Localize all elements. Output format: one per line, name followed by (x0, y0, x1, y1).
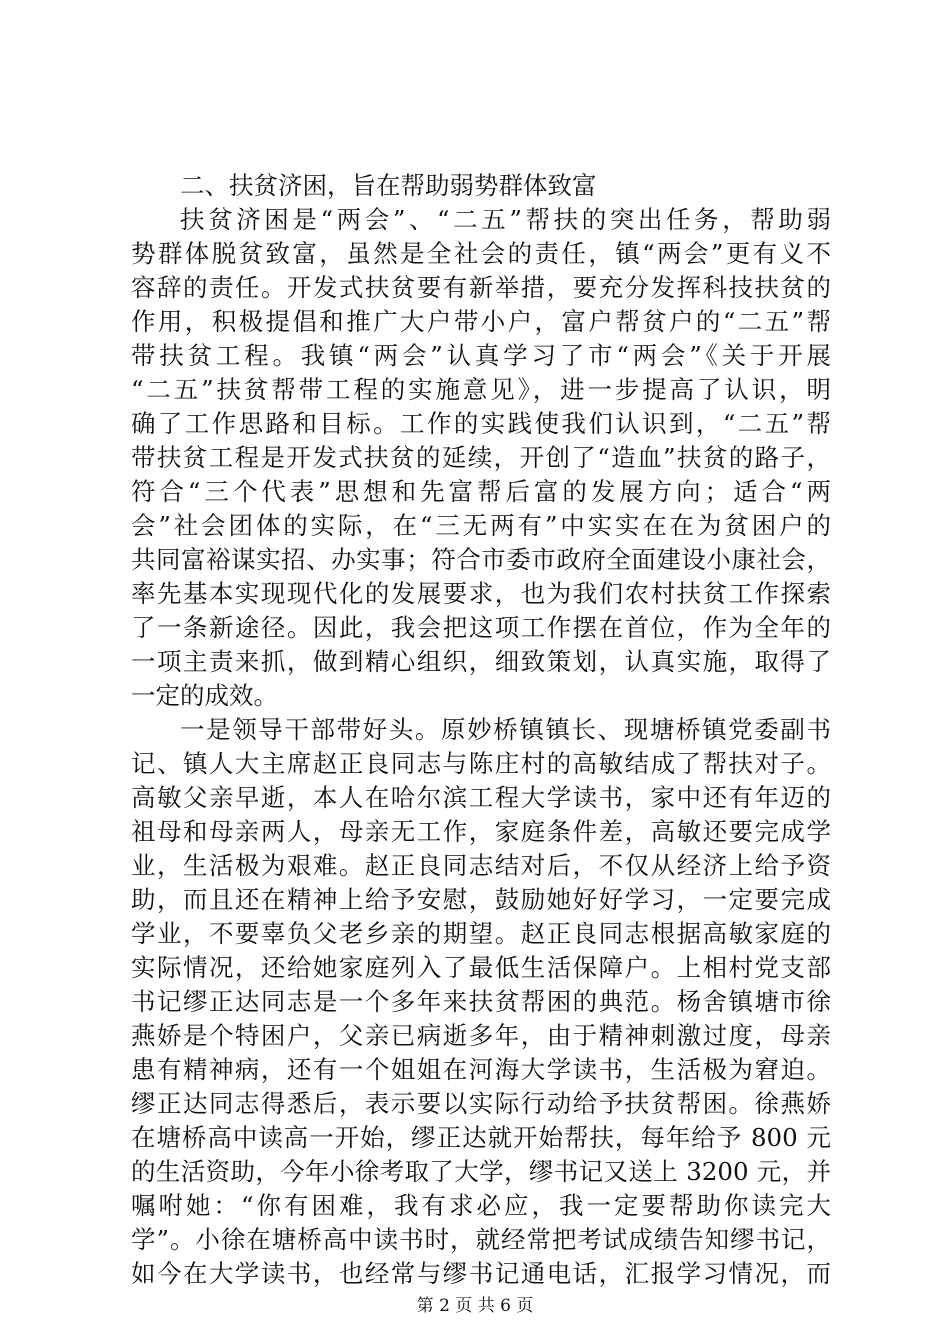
paragraph-line: 业，生活极为艰难。赵正良同志结对后，不仅从经济上给予资 (131, 851, 831, 880)
paragraph-line: 学”。小徐在塘桥高中读书时，就经常把考试成绩告知缪书记， (131, 1225, 831, 1254)
paragraph-line: 确了工作思路和目标。工作的实践使我们认识到，“二五”帮 (131, 409, 831, 438)
paragraph-line: 如今在大学读书，也经常与缪书记通电话，汇报学习情况，而 (131, 1259, 831, 1288)
paragraph-line: 符合“三个代表”思想和先富帮后富的发展方向；适合“两 (131, 477, 831, 506)
paragraph-line: 一项主责来抓，做到精心组织，细致策划，认真实施，取得了 (131, 647, 831, 676)
paragraph-line: 作用，积极提倡和推广大户带小户，富户帮贫户的“二五”帮 (131, 307, 831, 336)
paragraph-line: 扶贫济困是“两会”、“二五”帮扶的突出任务，帮助弱 (180, 205, 831, 234)
paragraph-line: 一定的成效。 (131, 681, 278, 710)
paragraph-line: 在塘桥高中读高一开始，缪正达就开始帮扶，每年给予 800 元 (131, 1123, 831, 1152)
paragraph-line: 会”社会团体的实际，在“三无两有”中实实在在为贫困户的 (131, 511, 831, 540)
page-number-footer: 第 2 页 共 6 页 (416, 1296, 534, 1316)
paragraph-line: 一是领导干部带好头。原妙桥镇镇长、现塘桥镇党委副书 (180, 715, 831, 744)
paragraph-line: 记、镇人大主席赵正良同志与陈庄村的高敏结成了帮扶对子。 (131, 749, 831, 778)
paragraph-line: 的生活资助，今年小徐考取了大学，缪书记又送上 3200 元，并 (131, 1157, 831, 1186)
paragraph-line: 率先基本实现现代化的发展要求，也为我们农村扶贫工作探索 (131, 579, 831, 608)
paragraph-line: 患有精神病，还有一个姐姐在河海大学读书，生活极为窘迫。 (131, 1055, 831, 1084)
paragraph-line: 势群体脱贫致富，虽然是全社会的责任，镇“两会”更有义不 (131, 239, 831, 268)
paragraph-line: 缪正达同志得悉后，表示要以实际行动给予扶贫帮困。徐燕娇 (131, 1089, 831, 1118)
paragraph-line: 了一条新途径。因此，我会把这项工作摆在首位，作为全年的 (131, 613, 831, 642)
section-heading: 二、扶贫济困，旨在帮助弱势群体致富 (180, 171, 597, 200)
paragraph-line: 书记缪正达同志是一个多年来扶贫帮困的典范。杨舍镇塘市徐 (131, 987, 831, 1016)
paragraph-line: 祖母和母亲两人，母亲无工作，家庭条件差，高敏还要完成学 (131, 817, 831, 846)
paragraph-line: 助，而且还在精神上给予安慰，鼓励她好好学习，一定要完成 (131, 885, 831, 914)
paragraph-line: 带扶贫工程。我镇“两会”认真学习了市“两会”《关于开展 (131, 341, 831, 370)
paragraph-line: 实际情况，还给她家庭列入了最低生活保障户。上相村党支部 (131, 953, 831, 982)
paragraph-line: 高敏父亲早逝，本人在哈尔滨工程大学读书，家中还有年迈的 (131, 783, 831, 812)
paragraph-line: 燕娇是个特困户，父亲已病逝多年，由于精神刺激过度，母亲 (131, 1021, 831, 1050)
paragraph-line: 嘱咐她：“你有困难，我有求必应，我一定要帮助你读完大 (131, 1191, 831, 1220)
paragraph-line: “二五”扶贫帮带工程的实施意见》，进一步提高了认识，明 (131, 375, 831, 404)
paragraph-line: 容辞的责任。开发式扶贫要有新举措，要充分发挥科技扶贫的 (131, 273, 831, 302)
paragraph-line: 共同富裕谋实招、办实事；符合市委市政府全面建设小康社会， (131, 545, 831, 574)
paragraph-line: 带扶贫工程是开发式扶贫的延续，开创了“造血”扶贫的路子， (131, 443, 831, 472)
paragraph-line: 学业，不要辜负父老乡亲的期望。赵正良同志根据高敏家庭的 (131, 919, 831, 948)
